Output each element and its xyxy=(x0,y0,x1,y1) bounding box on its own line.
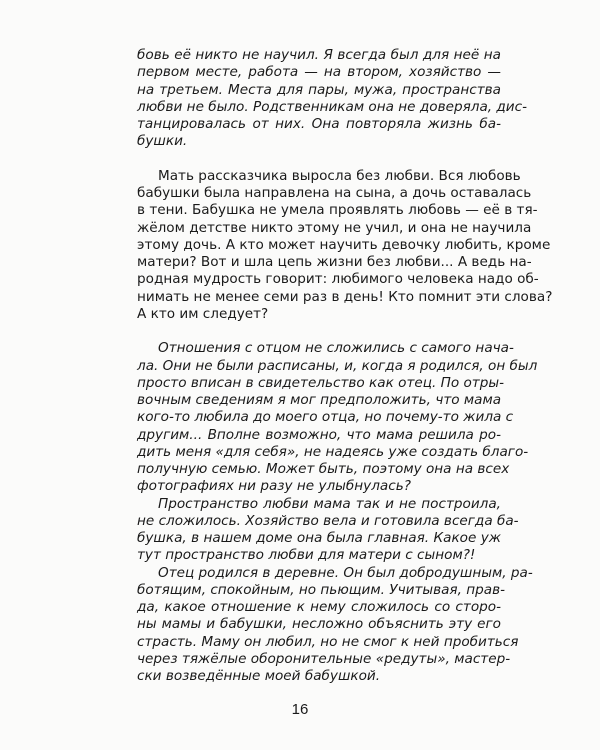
paragraph xyxy=(137,340,538,495)
text-line: получную семью. Может быть, поэтому она на всех xyxy=(137,461,510,477)
text-line: Мать рассказчика выросла без любви. Вся любовь xyxy=(158,167,521,184)
text-line: матери? Вот и шла цепь жизни без любви... А ведь на- xyxy=(137,254,532,270)
text-line: Пространство любви мама так и не построила, xyxy=(158,495,501,512)
paragraph xyxy=(137,167,553,323)
text-line: через тяжёлые оборонительные «редуты», мастер- xyxy=(137,650,511,667)
text-line: страсть. Маму он любил, но не смог к ней пробиться xyxy=(137,633,519,650)
text-line: дить меня «для себя», не надеясь уже создать благо- xyxy=(137,443,529,460)
text-line: Отношения с отцом не сложились с самого нача- xyxy=(158,340,514,357)
text-line: А кто им следует? xyxy=(137,305,269,322)
text-line: бабушки была направлена на сына, а дочь оставалась xyxy=(137,185,532,201)
text-line: Отец родился в деревне. Он был добродушным, ра- xyxy=(158,564,533,581)
text-line: вочным сведениям я мог предположить, что мама xyxy=(137,392,502,408)
text-line: не сложилось. Хозяйство вела и готовила всегда ба- xyxy=(137,512,519,529)
text-line: кого-то любила до моего отца, но почему-то жила с xyxy=(137,409,514,426)
text-line: первом месте, работа — на втором, хозяйство — xyxy=(137,64,501,81)
paragraph xyxy=(137,495,519,565)
text-line: другим... Вполне возможно, что мама решила ро- xyxy=(137,426,501,443)
text-line: ски возведённые моей бабушкой. xyxy=(137,668,381,684)
text-line: этому дочь. А кто может научить девочку любить, кроме xyxy=(137,236,551,253)
text-line: да, какое отношение к нему сложилось со сторо- xyxy=(137,599,501,615)
text-line: родная мудрость говорит: любимого человека надо об- xyxy=(137,271,539,288)
text-line: бушки. xyxy=(137,133,188,150)
text-line: ла. Они не были расписаны, и, когда я родился, он был xyxy=(137,357,538,374)
page-body-text xyxy=(137,47,553,685)
text-line: любви не было. Родственникам она не доверяла, дис- xyxy=(137,98,528,115)
text-line: в тени. Бабушка не умела проявлять любовь — её в тя- xyxy=(137,202,538,219)
text-line: жёлом детстве никто этому не учил, и она не научила xyxy=(137,219,532,236)
text-line: нимать не менее семи раз в день! Кто помнит эти слова? xyxy=(137,288,553,305)
paragraph xyxy=(137,564,533,686)
text-line: ботящим, спокойным, но пьющим. Учитывая, прав- xyxy=(137,581,506,598)
text-line: на третьем. Места для пары, мужа, пространства xyxy=(137,81,501,98)
text-line: бушка, в нашем доме она была главная. Какое уж xyxy=(137,530,501,546)
text-line: просто вписан в свидетельство как отец. По отры- xyxy=(137,374,504,391)
text-line: ны мамы и бабушки, несложно объяснить эту его xyxy=(137,616,501,633)
page-number: 16 xyxy=(291,701,309,718)
paragraph xyxy=(137,47,528,151)
text-line: танцировалась от них. Она повторяла жизнь ба- xyxy=(137,116,501,132)
text-line: тут пространство любви для матери с сыном?! xyxy=(137,547,476,564)
text-line: бовь её никто не научил. Я всегда был для неё на xyxy=(137,47,501,63)
text-line: фотографиях ни разу не улыбнулась? xyxy=(137,478,411,495)
